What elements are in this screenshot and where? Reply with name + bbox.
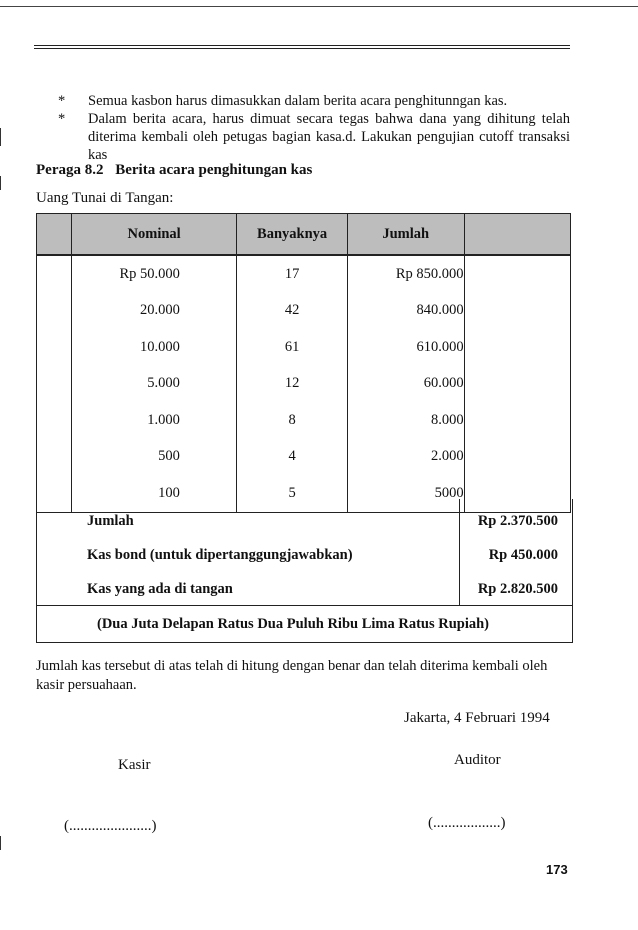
amount-cell: 2.000 [347, 439, 464, 476]
nominal-cell: Rp 50.000 [119, 265, 180, 282]
total-value: Rp 2.370.500 [477, 513, 558, 529]
summary-bond-row [87, 547, 558, 564]
auditor-label: Auditor [454, 752, 501, 768]
top-page-rule [0, 6, 638, 7]
table-row [37, 329, 571, 366]
header-quantity: Banyaknya [237, 214, 348, 256]
amount-cell: 610.000 [347, 329, 464, 366]
header-amount: Jumlah [347, 214, 464, 256]
summary-onhand-row [87, 581, 558, 598]
cashier-signature-line: (......................) [64, 818, 157, 834]
nominal-cell: 20.000 [140, 302, 180, 319]
closing-paragraph: Jumlah kas tersebut di atas telah di hitung dengan benar dan telah diterima kembali oleh kasir persuahaan. [36, 658, 548, 693]
header-blank-cell [464, 214, 570, 256]
amount-cell: 5000 [347, 475, 464, 512]
quantity-cell: 4 [237, 439, 348, 476]
margin-mark [0, 176, 1, 190]
quantity-cell: 17 [237, 255, 348, 293]
section-subtitle: Uang Tunai di Tangan: [36, 190, 174, 206]
auditor-signature-line: (..................) [428, 815, 506, 831]
table-header-row [37, 214, 571, 256]
table-row [37, 439, 571, 476]
nominal-cell: 5.000 [147, 375, 180, 392]
summary-box [36, 499, 573, 606]
header-double-rule [34, 45, 570, 49]
amount-cell: 60.000 [347, 366, 464, 403]
onhand-label: Kas yang ada di tangan [87, 581, 233, 597]
amount-cell: 840.000 [347, 293, 464, 330]
table-row [37, 366, 571, 403]
nominal-cell: 1.000 [147, 411, 180, 428]
amount-in-words-box [36, 605, 573, 643]
summary-total-row [87, 513, 558, 530]
onhand-value: Rp 2.820.500 [477, 581, 558, 597]
cash-count-table [36, 213, 571, 513]
quantity-cell: 12 [237, 366, 348, 403]
bullet-text: Dalam berita acara, harus dimuat secara tegas bahwa dana yang dihitung telah diterima kembali oleh petugas bagian kasa.d. Lakukan pengujian cutoff transaksi kas [88, 111, 570, 163]
table-row [37, 402, 571, 439]
quantity-cell: 61 [237, 329, 348, 366]
bond-value: Rp 450.000 [488, 547, 558, 563]
bullet-item [58, 110, 570, 164]
table-row [37, 255, 571, 293]
bond-label: Kas bond (untuk dipertanggungjawabkan) [87, 547, 353, 563]
figure-number: Peraga 8.2 [36, 162, 104, 178]
total-label: Jumlah [87, 513, 134, 529]
header-nominal: Nominal [71, 214, 236, 256]
bullet-mark: * [58, 111, 66, 127]
nominal-cell: 10.000 [140, 338, 180, 355]
amount-cell: Rp 850.000 [347, 255, 464, 293]
quantity-cell: 42 [237, 293, 348, 330]
bullet-list [58, 92, 570, 164]
date-line: Jakarta, 4 Februari 1994 [404, 710, 550, 726]
margin-mark [0, 836, 1, 850]
margin-mark [0, 128, 1, 146]
bullet-mark: * [58, 93, 66, 109]
nominal-cell: 500 [158, 448, 180, 465]
bullet-text: Semua kasbon harus dimasukkan dalam berita acara penghitunngan kas. [88, 93, 508, 109]
figure-caption [36, 162, 312, 179]
header-blank-cell [37, 214, 72, 256]
table-row [37, 293, 571, 330]
amount-cell: 8.000 [347, 402, 464, 439]
amount-in-words: (Dua Juta Delapan Ratus Dua Puluh Ribu Lima Ratus Rupiah) [97, 616, 490, 632]
cashier-label: Kasir [118, 757, 151, 773]
figure-title: Berita acara penghitungan kas [115, 162, 313, 178]
nominal-cell: 100 [158, 484, 180, 501]
bullet-item [58, 92, 570, 110]
page-number: 173 [546, 862, 568, 877]
quantity-cell: 5 [237, 475, 348, 512]
quantity-cell: 8 [237, 402, 348, 439]
